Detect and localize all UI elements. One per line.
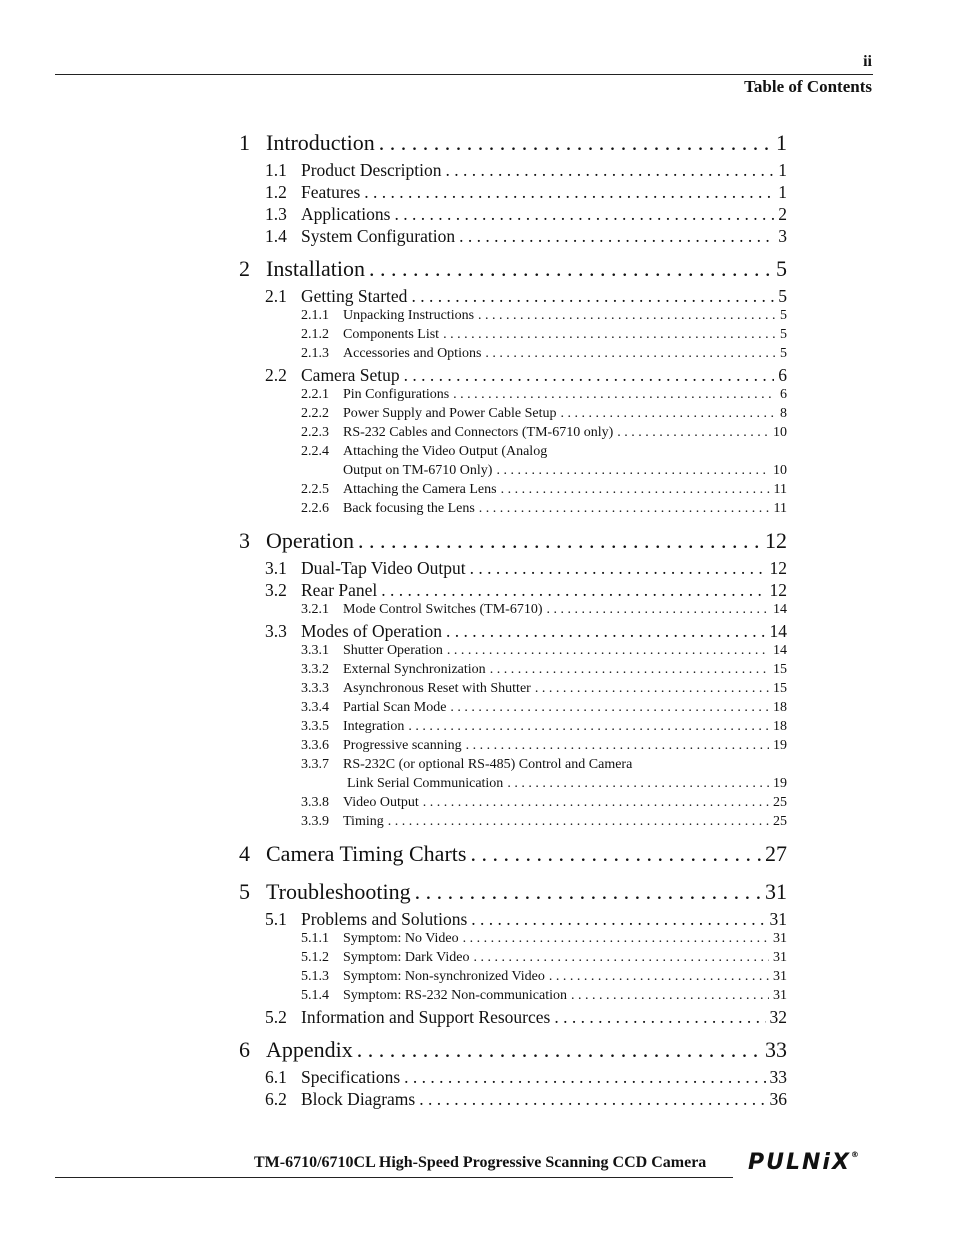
logo-text: PULNiX [748, 1150, 851, 1175]
toc-leader [567, 988, 769, 1004]
toc-page: 31 [773, 950, 787, 965]
toc-entry-2-1[interactable] [239, 286, 787, 308]
toc-page: 12 [769, 558, 787, 578]
toc-title: Partial Scan Mode [343, 700, 447, 715]
toc-leader [419, 795, 769, 811]
toc-number: 6.1 [265, 1067, 287, 1087]
toc-leader [415, 1089, 765, 1110]
toc-entry-3-3-9[interactable] [239, 814, 787, 833]
toc-number: 3.3.6 [301, 738, 329, 753]
toc-leader [503, 776, 769, 792]
toc-title: Camera Setup [301, 365, 400, 385]
toc-leader [545, 969, 769, 985]
toc-title: Information and Support Resources [301, 1007, 551, 1027]
toc-leader [446, 700, 769, 716]
toc-number: 3.3.7 [301, 757, 329, 772]
toc-page: 1 [778, 182, 787, 202]
toc-number: 2.1 [265, 286, 287, 306]
toc-leader [439, 327, 776, 343]
toc-page: 33 [769, 1067, 787, 1087]
toc-page: 18 [773, 719, 787, 734]
toc-entry-3-3[interactable] [239, 621, 787, 643]
toc-leader [353, 1037, 761, 1063]
toc-entry-2-2-3[interactable] [239, 425, 787, 444]
toc-number: 5.1 [265, 909, 287, 929]
toc-page: 12 [769, 580, 787, 600]
toc-page: 31 [765, 879, 787, 904]
toc-page: 14 [769, 621, 787, 641]
toc-number: 3.3.1 [301, 643, 329, 658]
toc-number: 3.3.5 [301, 719, 329, 734]
toc-number: 3.2.1 [301, 602, 329, 617]
toc-entry-5-2[interactable] [239, 1007, 787, 1029]
toc-page: 19 [773, 776, 787, 791]
toc-leader [486, 662, 769, 678]
toc-page: 32 [769, 1007, 787, 1027]
toc-entry-2-2-4-cont[interactable] [239, 463, 787, 482]
toc-page: 10 [773, 425, 787, 440]
toc-title: Dual-Tap Video Output [301, 558, 466, 578]
toc-title: Rear Panel [301, 580, 378, 600]
toc-number: 5.1.4 [301, 988, 329, 1003]
toc-leader [550, 1007, 765, 1028]
toc-entry-3[interactable] [239, 528, 787, 558]
footer-rule [55, 1177, 733, 1178]
toc-number: 1.4 [265, 226, 287, 246]
toc-leader [474, 308, 776, 324]
table-of-contents [239, 130, 787, 1111]
toc-entry-1-1[interactable] [239, 160, 787, 182]
toc-entry-3-3-7-cont[interactable] [239, 776, 787, 795]
toc-title: Progressive scanning [343, 738, 462, 753]
toc-title: Symptom: Non-synchronized Video [343, 969, 545, 984]
toc-title: Modes of Operation [301, 621, 442, 641]
toc-title: Accessories and Options [343, 346, 482, 361]
toc-number: 4 [239, 841, 250, 866]
toc-leader [400, 1067, 765, 1088]
toc-page: 5 [780, 308, 787, 323]
toc-number: 5.1.2 [301, 950, 329, 965]
toc-title: External Synchronization [343, 662, 486, 677]
toc-entry-2[interactable] [239, 256, 787, 286]
toc-leader [459, 931, 769, 947]
toc-title: Block Diagrams [301, 1089, 416, 1109]
toc-entry-2-2-4[interactable] [239, 444, 787, 463]
toc-entry-5-1[interactable] [239, 909, 787, 931]
toc-page: 5 [778, 286, 787, 306]
toc-number: 2.1.2 [301, 327, 329, 342]
toc-leader [531, 681, 769, 697]
toc-leader [466, 841, 761, 867]
toc-title: Troubleshooting [266, 879, 411, 904]
toc-leader [375, 130, 772, 156]
toc-entry-5-1-4[interactable] [239, 988, 787, 1007]
toc-leader [407, 286, 774, 307]
toc-page: 25 [773, 795, 787, 810]
toc-entry-3-2-1[interactable] [239, 602, 787, 621]
toc-leader [467, 909, 765, 930]
toc-entry-2-2-6[interactable] [239, 501, 787, 520]
toc-page: 31 [773, 988, 787, 1003]
toc-title: Introduction [266, 130, 375, 155]
toc-title: Attaching the Camera Lens [343, 482, 497, 497]
toc-title: Features [301, 182, 361, 202]
toc-page: 18 [773, 700, 787, 715]
toc-entry-1-2[interactable] [239, 182, 787, 204]
toc-entry-6[interactable] [239, 1037, 787, 1067]
toc-number: 1 [239, 130, 250, 155]
toc-entry-4[interactable] [239, 841, 787, 871]
toc-page: 6 [780, 387, 787, 402]
toc-entry-2-1-1[interactable] [239, 308, 787, 327]
toc-title: Mode Control Switches (TM-6710) [343, 602, 543, 617]
header-title: Table of Contents [744, 77, 872, 96]
toc-leader [442, 621, 766, 642]
toc-number: 2.2.2 [301, 406, 329, 421]
toc-number: 2.2 [265, 365, 287, 385]
toc-page: 27 [765, 841, 787, 866]
toc-page: 2 [778, 204, 787, 224]
toc-leader [377, 580, 765, 601]
toc-page: 31 [769, 909, 787, 929]
toc-entry-3-3-3[interactable] [239, 681, 787, 700]
toc-leader [492, 463, 769, 479]
toc-leader [481, 346, 776, 362]
toc-leader [404, 719, 769, 735]
toc-title: Components List [343, 327, 440, 342]
toc-page: 11 [773, 482, 787, 497]
toc-title: Specifications [301, 1067, 401, 1087]
toc-title-continued: Link Serial Communication [347, 776, 504, 791]
toc-title: Asynchronous Reset with Shutter [343, 681, 531, 696]
toc-page: 33 [765, 1037, 787, 1062]
toc-leader [466, 558, 766, 579]
toc-number: 3.3.3 [301, 681, 329, 696]
toc-page: 15 [773, 681, 787, 696]
toc-entry-2-1-3[interactable] [239, 346, 787, 365]
toc-entry-3-3-6[interactable] [239, 738, 787, 757]
toc-page: 5 [780, 327, 787, 342]
toc-title: Symptom: No Video [343, 931, 459, 946]
toc-leader [411, 879, 761, 905]
header-rule [55, 74, 873, 75]
toc-number: 2.2.4 [301, 444, 329, 459]
toc-title: Unpacking Instructions [343, 308, 475, 323]
registered-mark: ® [850, 1150, 859, 1159]
page-number: ii [863, 53, 872, 70]
toc-entry-3-1[interactable] [239, 558, 787, 580]
toc-title: Shutter Operation [343, 643, 443, 658]
toc-leader [449, 387, 776, 403]
toc-title: Camera Timing Charts [266, 841, 467, 866]
toc-leader [556, 406, 776, 422]
toc-number: 2.1.3 [301, 346, 329, 361]
toc-leader [384, 814, 769, 830]
toc-number: 3.1 [265, 558, 287, 578]
toc-entry-3-3-8[interactable] [239, 795, 787, 814]
toc-entry-1[interactable] [239, 130, 787, 160]
toc-number: 5.2 [265, 1007, 287, 1027]
toc-page: 5 [776, 256, 787, 281]
toc-page: 1 [776, 130, 787, 155]
toc-title: Symptom: RS-232 Non-communication [343, 988, 567, 1003]
toc-title: Integration [343, 719, 405, 734]
toc-page: 36 [769, 1089, 787, 1109]
toc-entry-1-3[interactable] [239, 204, 787, 226]
toc-title: Problems and Solutions [301, 909, 468, 929]
toc-number: 3.2 [265, 580, 287, 600]
toc-title: Product Description [301, 160, 442, 180]
toc-title: Attaching the Video Output (Analog [343, 444, 548, 459]
pulnix-logo [748, 1150, 859, 1175]
toc-entry-2-2-5[interactable] [239, 482, 787, 501]
toc-number: 3.3 [265, 621, 287, 641]
toc-title: Applications [301, 204, 391, 224]
toc-entry-5-1-1[interactable] [239, 931, 787, 950]
toc-title: Pin Configurations [343, 387, 450, 402]
toc-entry-6-2[interactable] [239, 1089, 787, 1111]
toc-entry-5-1-2[interactable] [239, 950, 787, 969]
toc-number: 3 [239, 528, 250, 553]
toc-entry-3-3-1[interactable] [239, 643, 787, 662]
toc-number: 5.1.3 [301, 969, 329, 984]
toc-entry-6-1[interactable] [239, 1067, 787, 1089]
toc-number: 3.3.2 [301, 662, 329, 677]
toc-number: 2.2.1 [301, 387, 329, 402]
toc-number: 6 [239, 1037, 250, 1062]
toc-page: 1 [778, 160, 787, 180]
toc-leader [443, 643, 769, 659]
toc-title: Operation [266, 528, 354, 553]
toc-page: 15 [773, 662, 787, 677]
toc-title: Symptom: Dark Video [343, 950, 470, 965]
toc-leader [462, 738, 769, 754]
toc-page: 5 [780, 346, 787, 361]
toc-number: 2.1.1 [301, 308, 329, 323]
toc-title: Back focusing the Lens [343, 501, 475, 516]
toc-leader [441, 160, 774, 181]
toc-leader [475, 501, 770, 517]
toc-title: Video Output [343, 795, 419, 810]
toc-leader [400, 365, 775, 386]
toc-page: 11 [773, 501, 787, 516]
toc-entry-3-3-2[interactable] [239, 662, 787, 681]
toc-entry-2-1-2[interactable] [239, 327, 787, 346]
toc-page: 19 [773, 738, 787, 753]
toc-entry-2-2-1[interactable] [239, 387, 787, 406]
toc-title: System Configuration [301, 226, 456, 246]
toc-number: 2.2.5 [301, 482, 329, 497]
toc-title: Appendix [266, 1037, 353, 1062]
toc-number: 2.2.6 [301, 501, 329, 516]
toc-entry-2-2[interactable] [239, 365, 787, 387]
toc-title: RS-232 Cables and Connectors (TM-6710 only) [343, 425, 614, 440]
toc-page: 6 [778, 365, 787, 385]
toc-page: 14 [773, 643, 787, 658]
toc-entry-5-1-3[interactable] [239, 969, 787, 988]
toc-leader [455, 226, 774, 247]
toc-leader [469, 950, 769, 966]
toc-number: 2.2.3 [301, 425, 329, 440]
toc-leader [613, 425, 769, 441]
toc-leader [354, 528, 761, 554]
toc-page: 10 [773, 463, 787, 478]
toc-number: 1.1 [265, 160, 287, 180]
toc-title: RS-232C (or optional RS-485) Control and Camera [343, 757, 633, 772]
toc-leader [360, 182, 774, 203]
toc-leader [542, 602, 769, 618]
toc-entry-3-3-5[interactable] [239, 719, 787, 738]
footer-title: TM-6710/6710CL High-Speed Progressive Scanning CCD Camera [254, 1154, 707, 1171]
toc-entry-3-3-4[interactable] [239, 700, 787, 719]
toc-page: 3 [778, 226, 787, 246]
toc-number: 3.3.8 [301, 795, 329, 810]
toc-number: 5 [239, 879, 250, 904]
toc-entry-2-2-2[interactable] [239, 406, 787, 425]
toc-title: Timing [343, 814, 384, 829]
toc-number: 3.3.4 [301, 700, 329, 715]
toc-page: 8 [780, 406, 787, 421]
toc-title-continued: Output on TM-6710 Only) [343, 463, 493, 478]
toc-number: 3.3.9 [301, 814, 329, 829]
toc-entry-1-4[interactable] [239, 226, 787, 248]
toc-page: 14 [773, 602, 787, 617]
toc-number: 2 [239, 256, 250, 281]
toc-number: 6.2 [265, 1089, 287, 1109]
toc-page: 25 [773, 814, 787, 829]
toc-entry-5[interactable] [239, 879, 787, 909]
toc-leader [390, 204, 774, 225]
toc-number: 1.2 [265, 182, 287, 202]
toc-title: Installation [266, 256, 365, 281]
toc-title: Power Supply and Power Cable Setup [343, 406, 557, 421]
toc-leader [365, 256, 772, 282]
toc-entry-3-2[interactable] [239, 580, 787, 602]
toc-page: 31 [773, 969, 787, 984]
toc-number: 5.1.1 [301, 931, 329, 946]
toc-leader [497, 482, 770, 498]
toc-entry-3-3-7[interactable] [239, 757, 787, 776]
toc-title: Getting Started [301, 286, 408, 306]
toc-number: 1.3 [265, 204, 287, 224]
toc-page: 31 [773, 931, 787, 946]
toc-page: 12 [765, 528, 787, 553]
